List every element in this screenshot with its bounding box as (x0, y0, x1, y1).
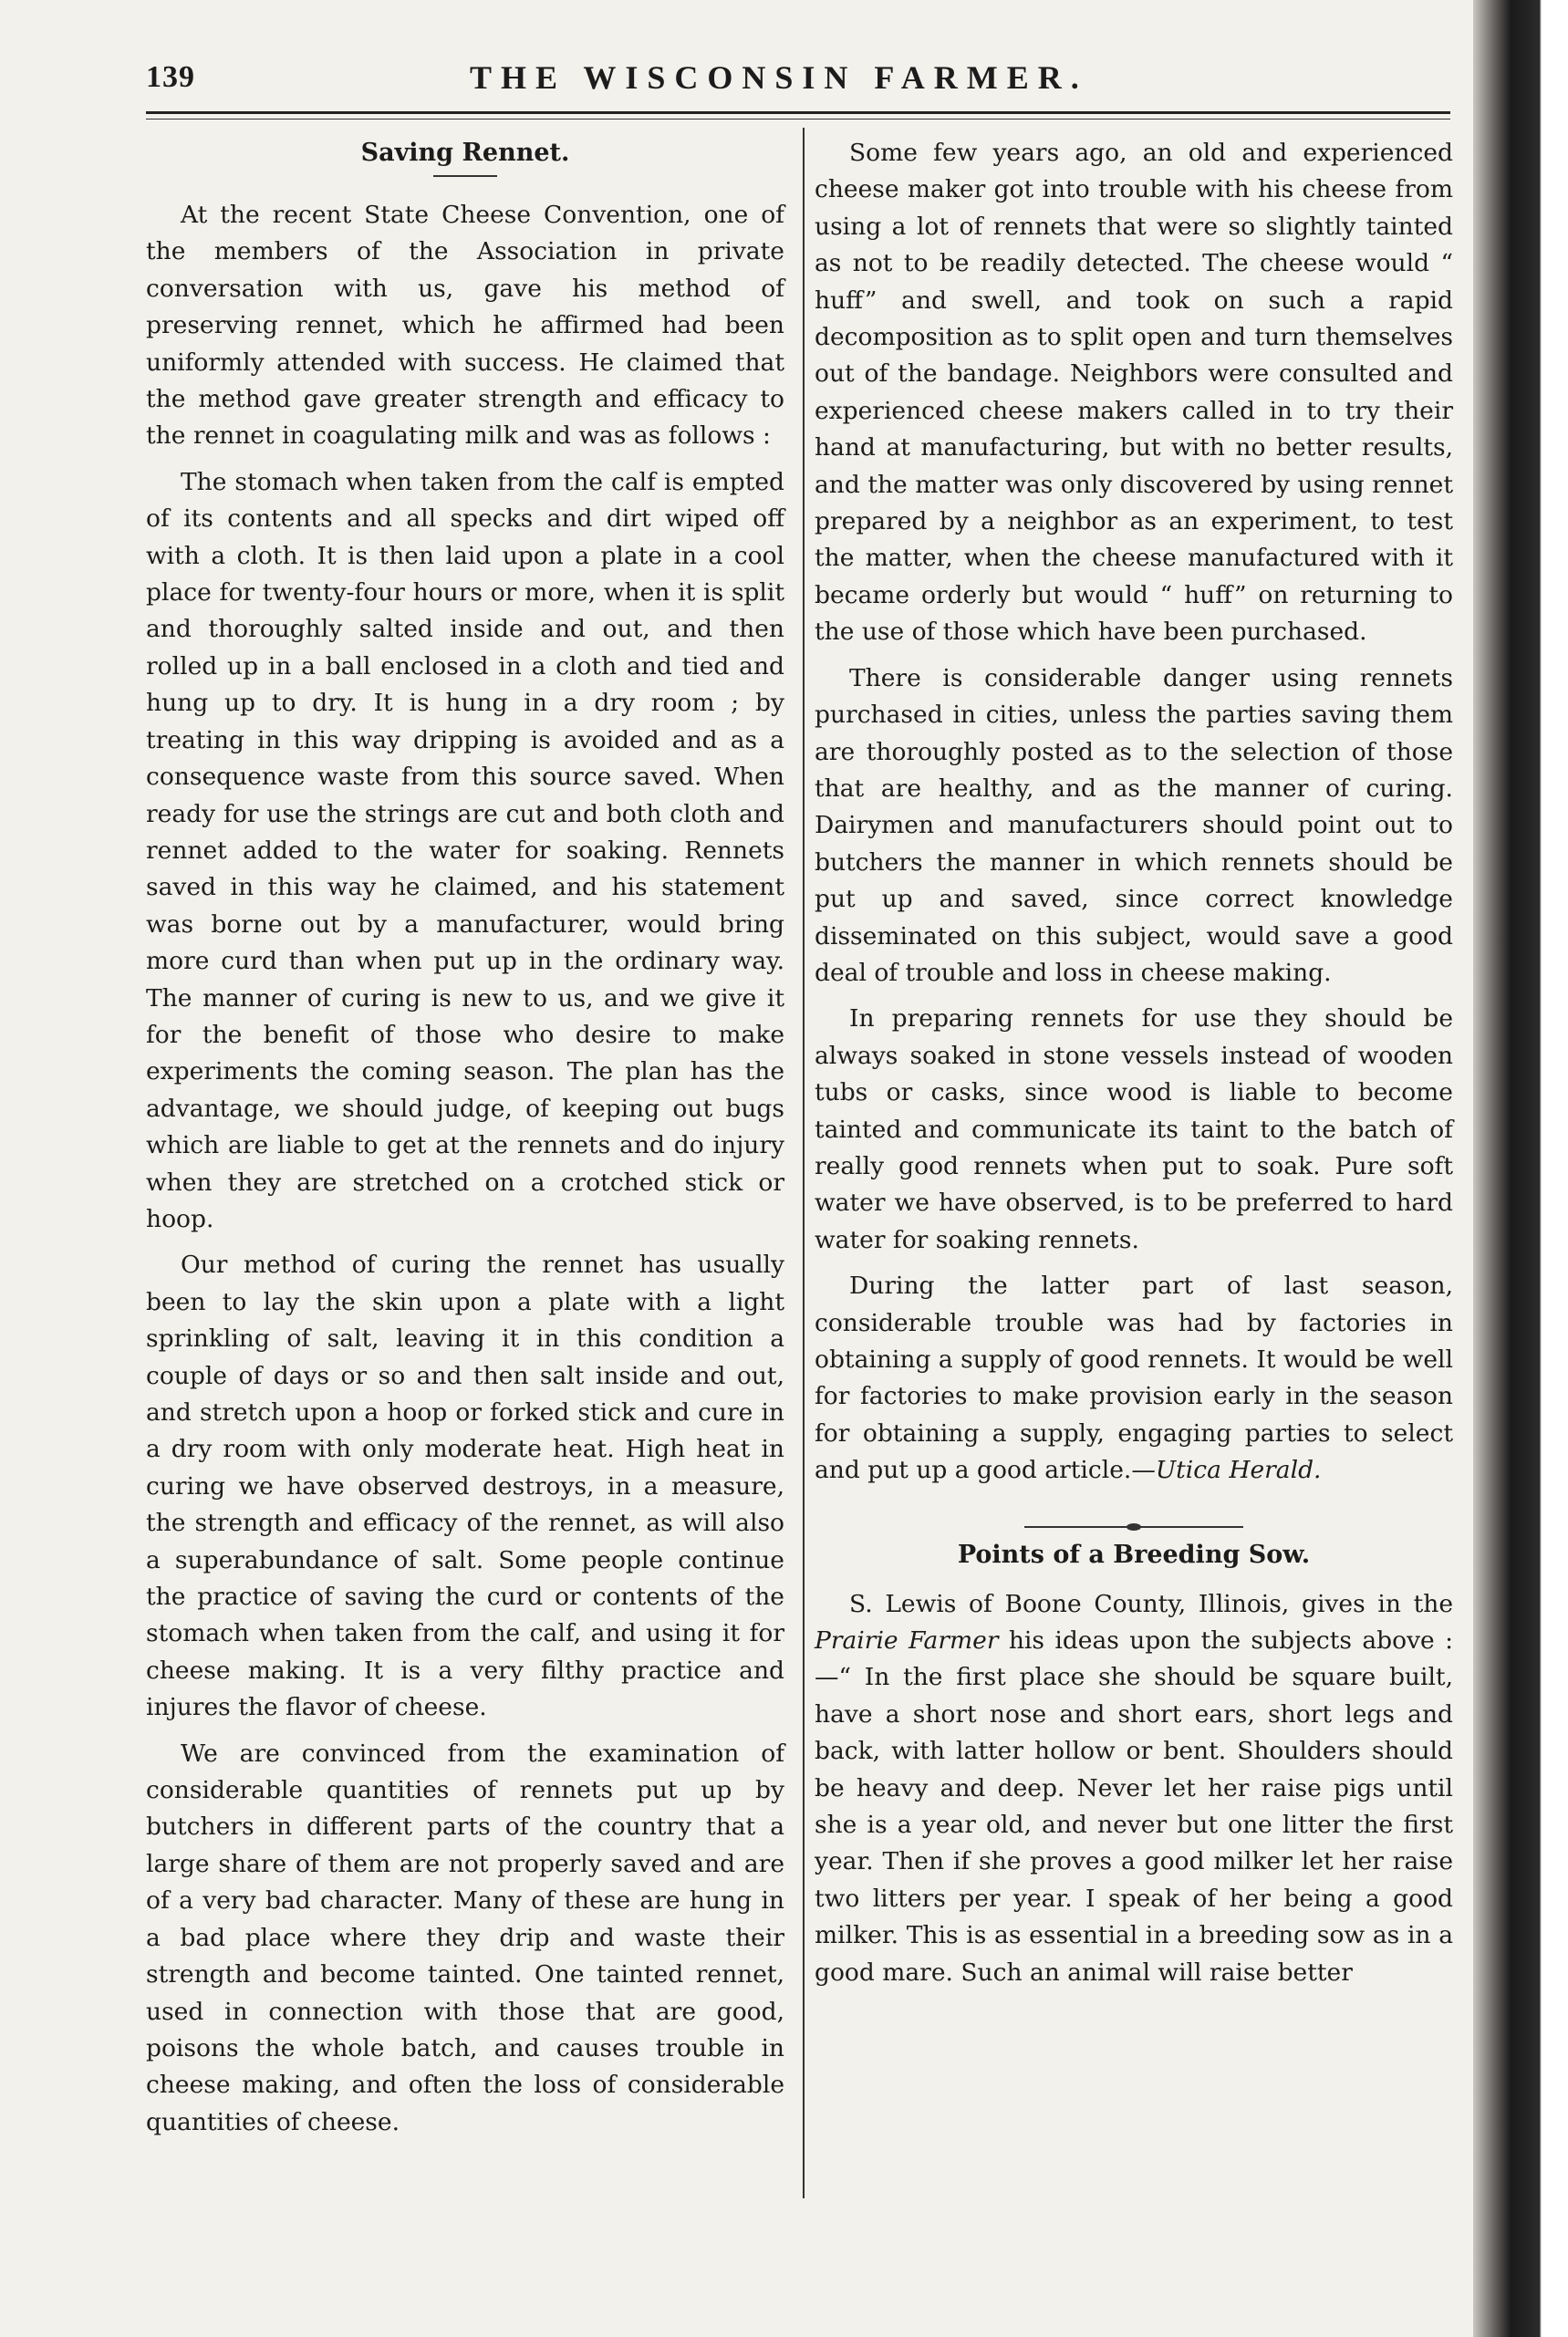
paragraph: There is considerable danger using rennets purchased in cities, unless the parties saving them are thoroughly posted as to the selection of those that are healthy, and as the manner of curing. Dairymen and manufacturers should point out to butchers the manner in which rennets should be put up and saved, since correct knowledge disseminated on this subject, would save a good deal of trouble and loss in cheese making. (815, 663, 1453, 987)
header-rule (146, 111, 1450, 114)
paragraph-rest: his ideas upon the subjects above :—“ In the first place she should be square built, have a short nose and short ears, short legs and back, with latter hollow or bent. Shoulders should be heavy and deep. Never let her raise pigs until she is a year old, and never but one litter the first year. Then if she proves a good milker let her raise two litters per year. I speak of her being a good milker. This is as essential in a breeding sow as in a good mare. Such an animal will raise better (815, 1626, 1454, 1987)
column-divider (803, 128, 805, 2198)
title-underline (433, 175, 497, 177)
paragraph-text: During the latter part of last season, considerable trouble was had by factories in obtaining a supply of good rennets. It would be well for factories to make provision early in the season for obtaining a supply, engaging parties to select and put up a good article. (815, 1272, 1453, 1485)
paragraph: Our method of curing the rennet has usually been to lay the skin upon a plate with a light sprinkling of salt, leaving it in this condition a couple of days or so and then salt inside and out, and stretch upon a hoop or forked stick and cure in a dry room with only moderate heat. High heat in curing we have observed destroys, in a measure, the strength and efficacy of the rennet, as will also a superabundance of salt. Some people continue the practice of saving the curd or contents of the stomach when taken from the calf, and using it for cheese making. It is a very filthy practice and injures the flavor of cheese. (146, 1251, 784, 1722)
paragraph-with-attribution (815, 1268, 1453, 1489)
paragraph: We are convinced from the examination of considerable quantities of rennets put up by butchers in different parts of the country that a large share of them are not properly saved and are of a very bad character. Many of these are hung in a bad place where they drip and waste their strength and become tainted. One tainted rennet, used in connection with those that are good, poisons the whole batch, and causes trouble in cheese making, and often the loss of considerable quantities of cheese. (146, 1739, 784, 2136)
section-divider (1024, 1526, 1243, 1528)
article-title-breeding-sow: Points of a Breeding Sow. (957, 1540, 1311, 1569)
page-binding-edge (1473, 0, 1568, 2337)
attribution: —Utica Herald. (1131, 1456, 1322, 1485)
publication-name: Prairie Farmer (815, 1626, 999, 1656)
article-title-saving-rennet: Saving Rennet. (360, 139, 570, 167)
page-number: 139 (146, 60, 195, 94)
paragraph: In preparing rennets for use they should be always soaked in stone vessels instead of wooden tubs or casks, since wood is liable to become tainted and communicate its taint to the batch of really good rennets when put to soak. Pure soft water we have observed, is to be preferred to hard water for soaking rennets. (815, 1004, 1453, 1254)
left-column (146, 135, 784, 2150)
right-column (815, 135, 1453, 2000)
paragraph (815, 1586, 1453, 1991)
running-head: THE WISCONSIN FARMER. (470, 59, 1088, 96)
page-header (146, 53, 1450, 108)
paragraph-start: S. Lewis of Boone County, Illinois, gives in the (849, 1589, 1453, 1618)
paragraph: At the recent State Cheese Convention, one of the members of the Association in private conversation with us, gave his method of preserving rennet, which he affirmed had been uniformly attended with success. He claimed that the method gave greater strength and efficacy to the rennet in coagulating milk and was as follows : (146, 201, 784, 451)
paragraph: The stomach when taken from the calf is empted of its contents and all specks and dirt wiped off with a cloth. It is then laid upon a plate in a cool place for twenty-four hours or more, when it is split and thoroughly salted inside and out, and then rolled up in a ball enclosed in a cloth and tied and hung up to dry. It is hung in a dry room ; by treating in this way dripping is avoided and as a consequence waste from this source saved. When ready for use the strings are cut and both cloth and rennet added to the water for soaking. Rennets saved in this way he claimed, and his statement was borne out by a manufacturer, would bring more curd than when put up in the ordinary way. The manner of curing is new to us, and we give it for the benefit of those who desire to make experiments the coming season. The plan has the advantage, we should judge, of keeping out bugs which are liable to get at the rennets and do injury when they are stretched on a crotched stick or hoop. (146, 467, 784, 1233)
paragraph: Some few years ago, an old and experienced cheese maker got into trouble with his cheese from using a lot of rennets that were so slightly tainted as not to be readily detected. The cheese would “ huff” and swell, and took on such a rapid decomposition as to split open and turn themselves out of the bandage. Neighbors were consulted and experienced cheese makers called in to try their hand at manufacturing, but with no better results, and the matter was only discovered by using rennet prepared by a neighbor as an experiment, to test the matter, when the cheese manufactured with it became orderly but would “ huff” on returning to the use of those which have been purchased. (815, 139, 1453, 647)
